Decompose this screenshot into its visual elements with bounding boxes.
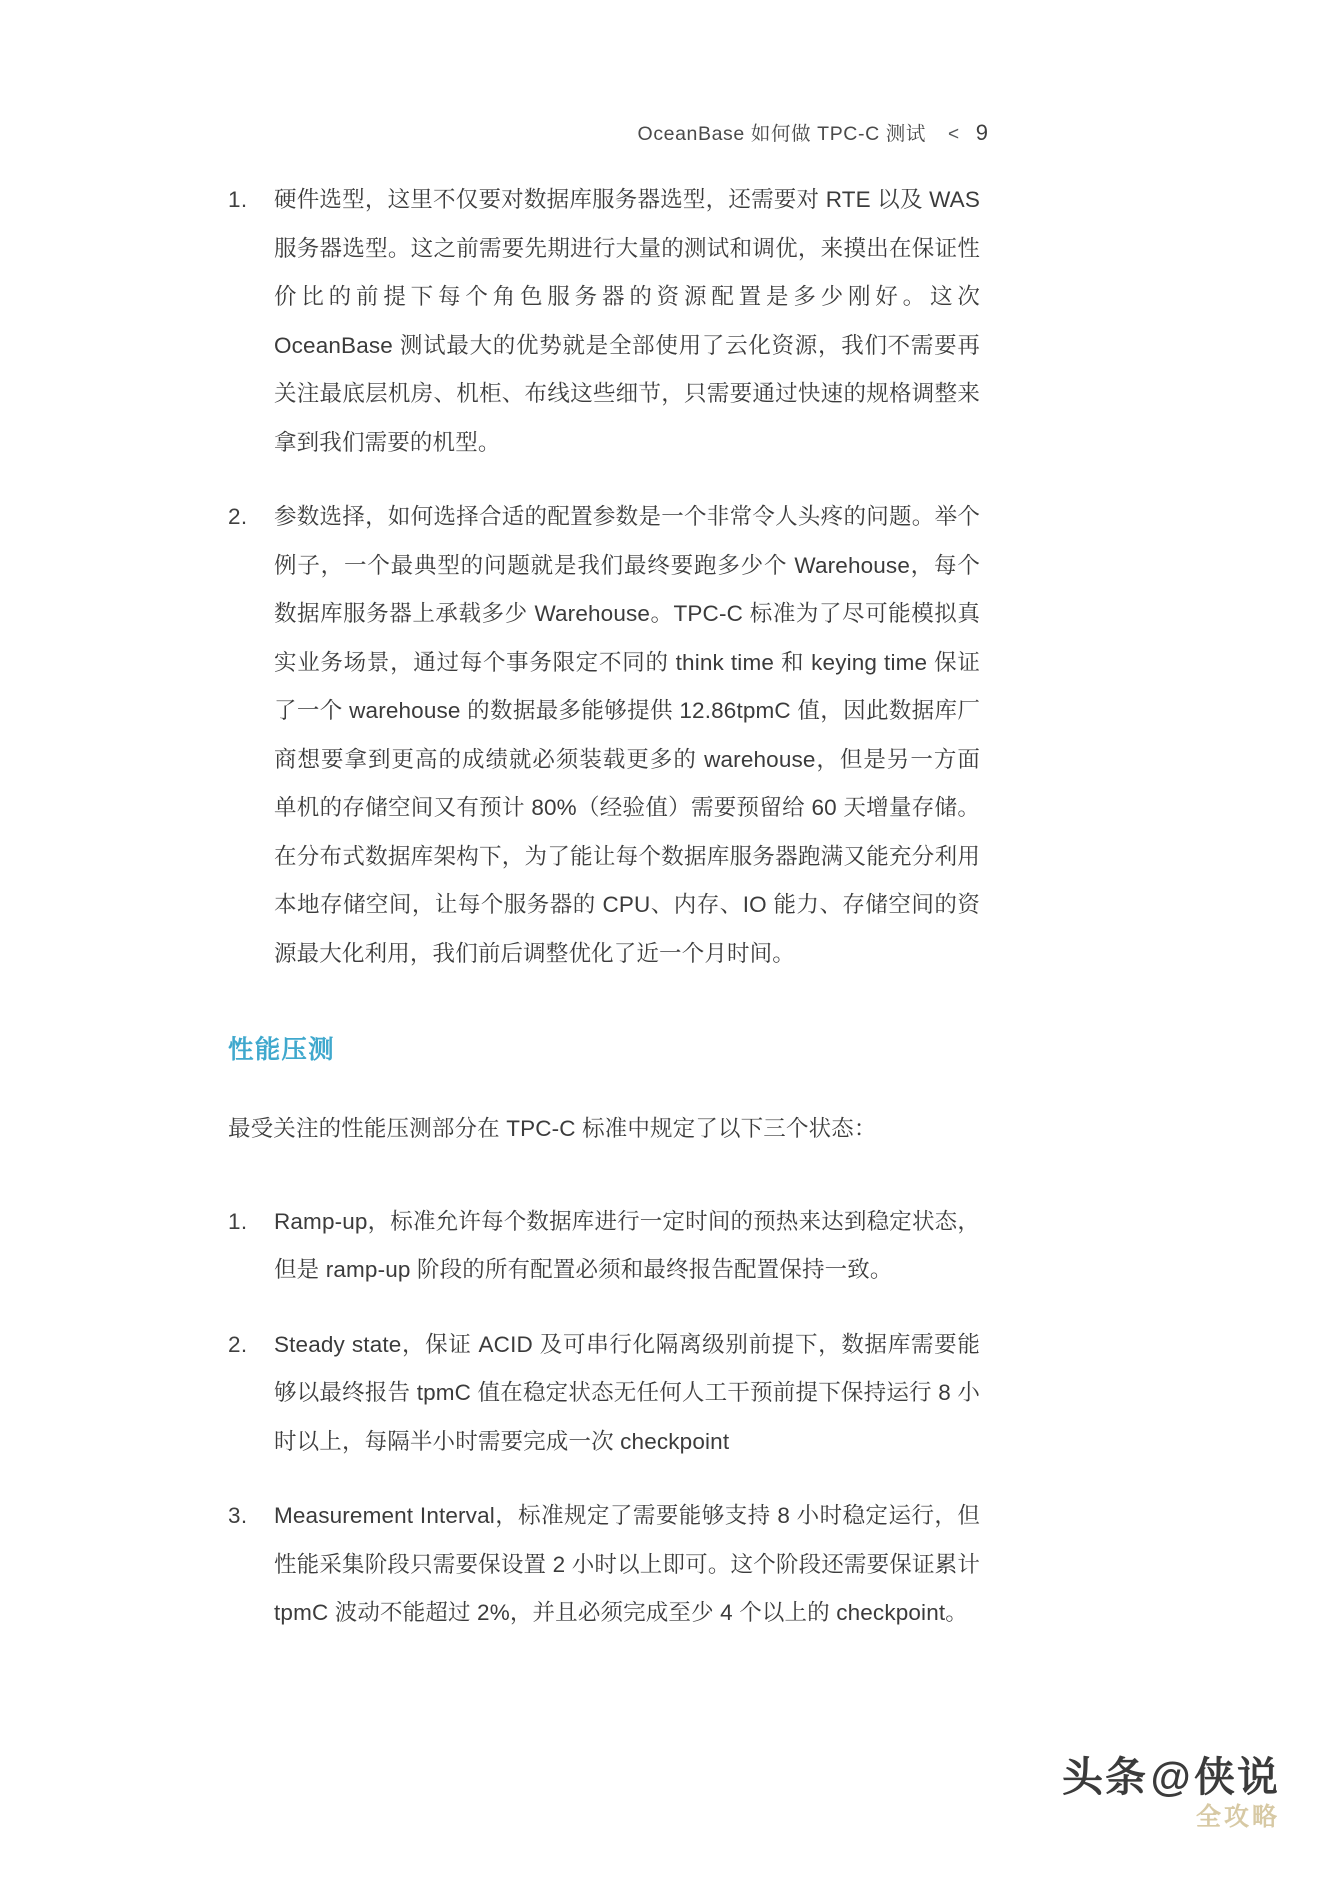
spacer bbox=[228, 1176, 980, 1198]
watermark-prefix: 头条 bbox=[1062, 1754, 1149, 1801]
section-intro-paragraph: 最受关注的性能压测部分在 TPC-C 标准中规定了以下三个状态： bbox=[228, 1115, 877, 1141]
watermark-at-symbol: @ bbox=[1150, 1754, 1192, 1801]
running-header bbox=[0, 118, 1338, 146]
watermark bbox=[1062, 1756, 1280, 1831]
list-item bbox=[228, 493, 980, 978]
page-content bbox=[228, 176, 980, 1638]
list-marker: 3. bbox=[228, 1503, 248, 1528]
section-numbered-list bbox=[228, 1198, 980, 1638]
page-number: 9 bbox=[975, 120, 988, 145]
list-item bbox=[228, 176, 980, 467]
list-item-text: Measurement Interval，标准规定了需要能够支持 8 小时稳定运行，但性能采集阶段只需要保设置 2 小时以上即可。这个阶段还需要保证累计 tpmC 波动不能超过 2%，并且必须完成至少 4 个以上的 checkpoint。 bbox=[274, 1503, 980, 1625]
top-numbered-list bbox=[228, 176, 980, 978]
list-item-text: 参数选择，如何选择合适的配置参数是一个非常令人头疼的问题。举个例子，一个最典型的问题就是我们最终要跑多少个 Warehouse，每个数据库服务器上承载多少 Warehouse。TPC-C 标准为了尽可能模拟真实业务场景，通过每个事务限定不同的 think time 和 keying time 保证了一个 warehouse 的数据最多能够提供 12.86tpmC 值，因此数据库厂商想要拿到更高的成绩就必须装载更多的 warehouse，但是另一方面单机的存储空间又有预计 80%（经验值）需要预留给 60 天增量存储。在分布式数据库架构下，为了能让每个数据库服务器跑满又能充分利用本地存储空间，让每个服务器的 CPU、内存、IO 能力、存储空间的资源最大化利用，我们前后调整优化了近一个月时间。 bbox=[274, 504, 980, 966]
list-marker: 1. bbox=[228, 187, 248, 212]
list-item bbox=[228, 1321, 980, 1467]
list-item-text: Steady state，保证 ACID 及可串行化隔离级别前提下，数据库需要能够以最终报告 tpmC 值在稳定状态无任何人工干预前提下保持运行 8 小时以上，每隔半小时需要完成一次 checkpoint bbox=[274, 1331, 980, 1454]
list-item-text: 硬件选型，这里不仅要对数据库服务器选型，还需要对 RTE 以及 WAS 服务器选型。这之前需要先期进行大量的测试和调优，来摸出在保证性价比的前提下每个角色服务器的资源配置是多少刚好。这次 OceanBase 测试最大的优势就是全部使用了云化资源，我们不需要再关注最底层机房、机柜、布线这些细节，只需要通过快速的规格调整来拿到我们需要的机型。 bbox=[274, 187, 980, 455]
list-marker: 2. bbox=[228, 504, 248, 529]
section-heading: 性能压测 bbox=[228, 1036, 335, 1064]
header-separator-icon: < bbox=[948, 124, 960, 145]
watermark-main-line bbox=[1062, 1756, 1280, 1799]
header-title: OceanBase 如何做 TPC-C 测试 bbox=[637, 123, 926, 145]
watermark-name: 侠说 bbox=[1194, 1754, 1280, 1801]
list-marker: 2. bbox=[228, 1331, 248, 1357]
list-item bbox=[228, 1492, 980, 1638]
spacer bbox=[228, 1070, 980, 1082]
spacer bbox=[228, 978, 980, 1030]
list-item-text: Ramp-up，标准允许每个数据库进行一定时间的预热来达到稳定状态，但是 ramp-up 阶段的所有配置必须和最终报告配置保持一致。 bbox=[274, 1208, 980, 1282]
list-marker: 1. bbox=[228, 1208, 248, 1234]
watermark-sub-line: 全攻略 bbox=[1195, 1802, 1280, 1831]
list-item bbox=[228, 1198, 980, 1295]
